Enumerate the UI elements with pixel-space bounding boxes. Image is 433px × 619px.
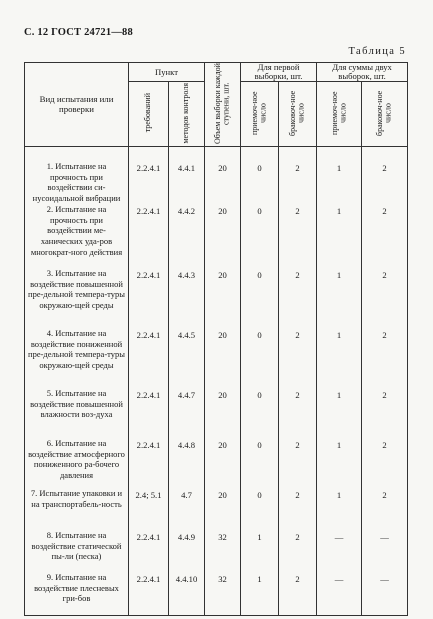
test-name: 4. Испытание на воздействие пониженной пре-дельной темпера-туры окружаю-щей среды bbox=[25, 328, 129, 388]
method-ref: 4.4.3 bbox=[169, 268, 205, 328]
sample-volume: 20 bbox=[205, 438, 241, 488]
accept-number-2: 1 bbox=[317, 204, 362, 268]
reject-number-1: 2 bbox=[279, 488, 317, 530]
reject-number-2: 2 bbox=[362, 388, 408, 438]
requirement-ref: 2.2.4.1 bbox=[129, 204, 169, 268]
accept-number-1: 0 bbox=[241, 204, 279, 268]
requirement-ref: 2.4; 5.1 bbox=[129, 488, 169, 530]
reject-number-2: 2 bbox=[362, 204, 408, 268]
requirement-ref: 2.2.4.1 bbox=[129, 328, 169, 388]
sample-volume: 20 bbox=[205, 488, 241, 530]
requirement-ref: 2.2.4.1 bbox=[129, 388, 169, 438]
table-row bbox=[25, 572, 408, 616]
table-row bbox=[25, 268, 408, 328]
test-name: 7. Испытание упаковки и на транспортабель-ность bbox=[25, 488, 129, 530]
header-sample-volume: Объем выборки каждой ступени, шт. bbox=[205, 63, 241, 147]
accept-number-2: 1 bbox=[317, 388, 362, 438]
sample-volume: 20 bbox=[205, 328, 241, 388]
reject-number-1: 2 bbox=[279, 268, 317, 328]
method-ref: 4.7 bbox=[169, 488, 205, 530]
sample-volume: 20 bbox=[205, 388, 241, 438]
accept-number-1: 0 bbox=[241, 147, 279, 204]
sample-volume: 32 bbox=[205, 530, 241, 572]
reject-number-2: 2 bbox=[362, 438, 408, 488]
table-row bbox=[25, 488, 408, 530]
header-reject-2: браковоч-ное число bbox=[362, 82, 408, 147]
header-sum-two-samples: Для суммы двух выборок, шт. bbox=[317, 63, 408, 82]
reject-number-1: 2 bbox=[279, 530, 317, 572]
accept-number-2: 1 bbox=[317, 147, 362, 204]
table-row bbox=[25, 530, 408, 572]
table-row bbox=[25, 204, 408, 268]
table-row bbox=[25, 438, 408, 488]
header-reject-1: браковоч-ное число bbox=[279, 82, 317, 147]
table-row bbox=[25, 388, 408, 438]
reject-number-1: 2 bbox=[279, 147, 317, 204]
accept-number-2: 1 bbox=[317, 328, 362, 388]
header-accept-1: приемоч-ное число bbox=[241, 82, 279, 147]
test-name: 6. Испытание на воздействие атмосферного пониженного ра-бочего давления bbox=[25, 438, 129, 488]
reject-number-1: 2 bbox=[279, 438, 317, 488]
test-name: 1. Испытание на прочность при воздействии си-нусоидальной вибрации bbox=[25, 147, 129, 204]
test-table bbox=[24, 62, 408, 616]
requirement-ref: 2.2.4.1 bbox=[129, 268, 169, 328]
header-point: Пункт bbox=[129, 63, 205, 82]
accept-number-2: 1 bbox=[317, 268, 362, 328]
requirement-ref: 2.2.4.1 bbox=[129, 147, 169, 204]
reject-number-1: 2 bbox=[279, 388, 317, 438]
method-ref: 4.4.2 bbox=[169, 204, 205, 268]
header-test-type: Вид испытания или проверки bbox=[25, 63, 129, 147]
method-ref: 4.4.9 bbox=[169, 530, 205, 572]
method-ref: 4.4.7 bbox=[169, 388, 205, 438]
header-methods: методов контроля bbox=[169, 82, 205, 147]
sample-volume: 20 bbox=[205, 147, 241, 204]
test-name: 2. Испытание на прочность при воздействии ме-ханических уда-ров многократ-ного действия bbox=[25, 204, 129, 268]
accept-number-1: 1 bbox=[241, 572, 279, 616]
accept-number-1: 1 bbox=[241, 530, 279, 572]
sample-volume: 20 bbox=[205, 204, 241, 268]
accept-number-1: 0 bbox=[241, 388, 279, 438]
table-row bbox=[25, 147, 408, 204]
page-header: С. 12 ГОСТ 24721—88 bbox=[24, 27, 133, 38]
test-name: 5. Испытание на воздействие повышенной влажности воз-духа bbox=[25, 388, 129, 438]
accept-number-1: 0 bbox=[241, 488, 279, 530]
header-requirements: требований bbox=[129, 82, 169, 147]
sample-volume: 32 bbox=[205, 572, 241, 616]
reject-number-1: 2 bbox=[279, 572, 317, 616]
table-row bbox=[25, 328, 408, 388]
sample-volume: 20 bbox=[205, 268, 241, 328]
accept-number-1: 0 bbox=[241, 268, 279, 328]
accept-number-2: 1 bbox=[317, 488, 362, 530]
accept-number-1: 0 bbox=[241, 328, 279, 388]
requirement-ref: 2.2.4.1 bbox=[129, 530, 169, 572]
reject-number-2: 2 bbox=[362, 268, 408, 328]
reject-number-1: 2 bbox=[279, 204, 317, 268]
reject-number-2: 2 bbox=[362, 328, 408, 388]
reject-number-2: 2 bbox=[362, 147, 408, 204]
test-name: 3. Испытание на воздействие повышенной пре-дельной темпера-туры окружаю-щей среды bbox=[25, 268, 129, 328]
accept-number-1: 0 bbox=[241, 438, 279, 488]
method-ref: 4.4.10 bbox=[169, 572, 205, 616]
table-title: Таблица 5 bbox=[348, 46, 406, 57]
reject-number-2: — bbox=[362, 530, 408, 572]
method-ref: 4.4.5 bbox=[169, 328, 205, 388]
accept-number-2: — bbox=[317, 530, 362, 572]
requirement-ref: 2.2.4.1 bbox=[129, 438, 169, 488]
accept-number-2: — bbox=[317, 572, 362, 616]
requirement-ref: 2.2.4.1 bbox=[129, 572, 169, 616]
reject-number-2: — bbox=[362, 572, 408, 616]
test-name: 8. Испытание на воздействие статической пы-ли (песка) bbox=[25, 530, 129, 572]
header-accept-2: приемоч-ное число bbox=[317, 82, 362, 147]
header-first-sample: Для первой выборки, шт. bbox=[241, 63, 317, 82]
method-ref: 4.4.8 bbox=[169, 438, 205, 488]
method-ref: 4.4.1 bbox=[169, 147, 205, 204]
reject-number-2: 2 bbox=[362, 488, 408, 530]
reject-number-1: 2 bbox=[279, 328, 317, 388]
accept-number-2: 1 bbox=[317, 438, 362, 488]
test-name: 9. Испытание на воздействие плесневых гри-бов bbox=[25, 572, 129, 616]
